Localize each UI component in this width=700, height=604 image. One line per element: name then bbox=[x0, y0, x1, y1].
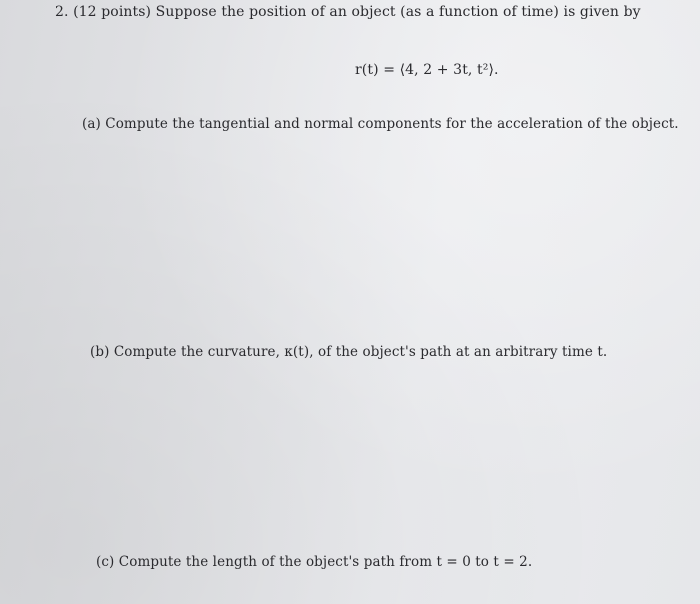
position-equation: r(t) = ⟨4, 2 + 3t, t²⟩. bbox=[355, 62, 499, 78]
problem-statement: 2. (12 points) Suppose the position of an object (as a function of time) is given by bbox=[55, 4, 641, 20]
part-b-question: (b) Compute the curvature, κ(t), of the object's path at an arbitrary time t. bbox=[90, 344, 608, 360]
part-c-question: (c) Compute the length of the object's path from t = 0 to t = 2. bbox=[96, 554, 533, 570]
part-a-question: (a) Compute the tangential and normal components for the acceleration of the object. bbox=[82, 116, 679, 132]
